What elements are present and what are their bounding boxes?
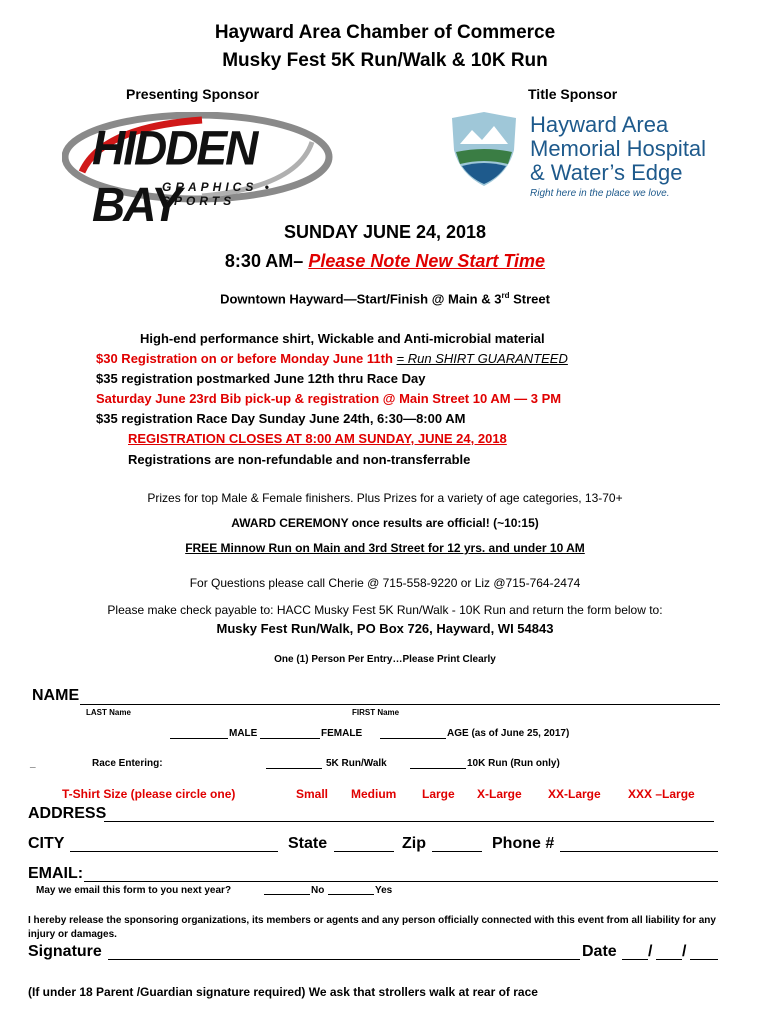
date-month-field[interactable] bbox=[622, 959, 648, 960]
location-sup: rd bbox=[501, 291, 510, 300]
email-question: May we email this form to you next year? bbox=[36, 885, 232, 896]
location-street: Street bbox=[509, 291, 550, 307]
early-registration bbox=[96, 351, 568, 366]
phone-label: Phone # bbox=[492, 835, 555, 852]
date-slash-1: / bbox=[648, 943, 653, 960]
start-time-value: 8:30 AM– bbox=[224, 251, 304, 271]
signature-field[interactable] bbox=[108, 959, 580, 960]
date-slash-2: / bbox=[682, 943, 687, 960]
email-field[interactable] bbox=[84, 881, 718, 882]
hospital-logo bbox=[448, 108, 738, 203]
event-title: Musky Fest 5K Run/Walk & 10K Run bbox=[222, 50, 548, 71]
bib-pickup: Saturday June 23rd Bib pick-up & registration @ Main Street 10 AM — 3 PM bbox=[96, 391, 562, 406]
address-field[interactable] bbox=[104, 821, 714, 822]
city-field[interactable] bbox=[70, 851, 278, 852]
email-label: EMAIL: bbox=[28, 865, 84, 882]
location bbox=[0, 291, 770, 306]
hospital-name-line3: & Water’s Edge bbox=[530, 160, 683, 185]
dash-mark: _ bbox=[30, 758, 36, 769]
registration-closes: REGISTRATION CLOSES AT 8:00 AM SUNDAY, JUNE 24, 2018 bbox=[128, 431, 507, 446]
shirt-guaranteed: = Run SHIRT GUARANTEED bbox=[396, 351, 568, 366]
size-medium[interactable]: Medium bbox=[351, 787, 397, 801]
size-xlarge[interactable]: X-Large bbox=[477, 787, 522, 801]
city-label: CITY bbox=[28, 835, 65, 852]
signature-label: Signature bbox=[28, 943, 102, 960]
questions-contact: For Questions please call Cherie @ 715-558-9220 or Liz @715-764-2474 bbox=[189, 576, 581, 590]
shirt-line: High-end performance shirt, Wickable and Anti-microbial material bbox=[140, 331, 545, 346]
size-small[interactable]: Small bbox=[296, 787, 329, 801]
location-text: Downtown Hayward—Start/Finish @ Main & 3 bbox=[220, 291, 502, 307]
race-entering-label: Race Entering: bbox=[92, 758, 163, 769]
under18-note: (If under 18 Parent /Guardian signature required) We ask that strollers walk at rear of race bbox=[28, 985, 538, 999]
prizes-info: Prizes for top Male & Female finishers. Plus Prizes for a variety of age categories, 13-70+ bbox=[147, 491, 623, 505]
award-ceremony: AWARD CEREMONY once results are official! (~10:15) bbox=[231, 516, 539, 530]
event-date: SUNDAY JUNE 24, 2018 bbox=[283, 222, 487, 242]
org-title: Hayward Area Chamber of Commerce bbox=[214, 22, 556, 43]
date-label: Date bbox=[582, 943, 617, 960]
hospital-shield-icon bbox=[448, 110, 520, 188]
early-registration-text: $30 Registration on or before Monday June 11th bbox=[96, 351, 393, 366]
age-field[interactable] bbox=[380, 738, 446, 739]
email-no-field[interactable] bbox=[264, 894, 310, 895]
raceday-registration: $35 registration Race Day Sunday June 24th, 6:30—8:00 AM bbox=[96, 411, 466, 426]
start-time-note: Please Note New Start Time bbox=[308, 251, 546, 271]
email-yes-field[interactable] bbox=[328, 894, 374, 895]
address-label: ADDRESS bbox=[28, 805, 107, 822]
size-large[interactable]: Large bbox=[422, 787, 455, 801]
tshirt-size-label: T-Shirt Size (please circle one) bbox=[62, 787, 236, 801]
email-yes-label: Yes bbox=[375, 885, 393, 896]
one-person-entry: One (1) Person Per Entry…Please Print Clearly bbox=[274, 654, 496, 665]
size-xxxlarge[interactable]: XXX –Large bbox=[628, 787, 695, 801]
size-xxlarge[interactable]: XX-Large bbox=[548, 787, 601, 801]
liability-release: I hereby release the sponsoring organizations, its members or agents and any person officially connected with this event from all liability for any injury or damages. bbox=[28, 915, 716, 940]
last-name-label: LAST Name bbox=[86, 708, 131, 717]
hospital-name-line1: Hayward Area bbox=[530, 112, 669, 137]
presenting-sponsor-label: Presenting Sponsor bbox=[126, 86, 260, 102]
date-day-field[interactable] bbox=[656, 959, 682, 960]
first-name-label: FIRST Name bbox=[352, 708, 400, 717]
hidden-bay-subtext: GRAPHICS • SPORTS bbox=[162, 180, 273, 208]
start-time bbox=[0, 251, 770, 272]
date-year-field[interactable] bbox=[690, 959, 718, 960]
10k-label: 10K Run (Run only) bbox=[467, 758, 560, 769]
5k-checkline[interactable] bbox=[266, 768, 322, 769]
female-label: FEMALE bbox=[321, 728, 363, 739]
email-no-label: No bbox=[311, 885, 325, 896]
check-payable: Please make check payable to: HACC Musky Fest 5K Run/Walk - 10K Run and return the form below to: bbox=[107, 603, 663, 617]
name-label: NAME bbox=[32, 687, 80, 704]
minnow-run: FREE Minnow Run on Main and 3rd Street for 12 yrs. and under 10 AM bbox=[185, 541, 585, 555]
5k-label: 5K Run/Walk bbox=[326, 758, 387, 769]
male-field[interactable] bbox=[170, 738, 228, 739]
non-refundable: Registrations are non-refundable and non-transferrable bbox=[128, 452, 471, 467]
postmarked-registration: $35 registration postmarked June 12th thru Race Day bbox=[96, 371, 426, 386]
phone-field[interactable] bbox=[560, 851, 718, 852]
mailing-address: Musky Fest Run/Walk, PO Box 726, Hayward, WI 54843 bbox=[216, 621, 554, 636]
state-field[interactable] bbox=[334, 851, 394, 852]
10k-checkline[interactable] bbox=[410, 768, 466, 769]
title-sponsor-label: Title Sponsor bbox=[528, 86, 618, 102]
hidden-bay-logo bbox=[62, 112, 342, 232]
male-label: MALE bbox=[229, 728, 258, 739]
female-field[interactable] bbox=[260, 738, 320, 739]
hospital-name-line2: Memorial Hospital bbox=[530, 136, 707, 161]
state-label: State bbox=[288, 835, 328, 852]
name-field[interactable] bbox=[80, 704, 720, 705]
age-label: AGE (as of June 25, 2017) bbox=[447, 728, 570, 739]
hospital-tagline: Right here in the place we love. bbox=[530, 188, 670, 199]
zip-label: Zip bbox=[402, 835, 426, 852]
zip-field[interactable] bbox=[432, 851, 482, 852]
hidden-bay-wordmark: HIDDEN BAY bbox=[92, 120, 257, 232]
